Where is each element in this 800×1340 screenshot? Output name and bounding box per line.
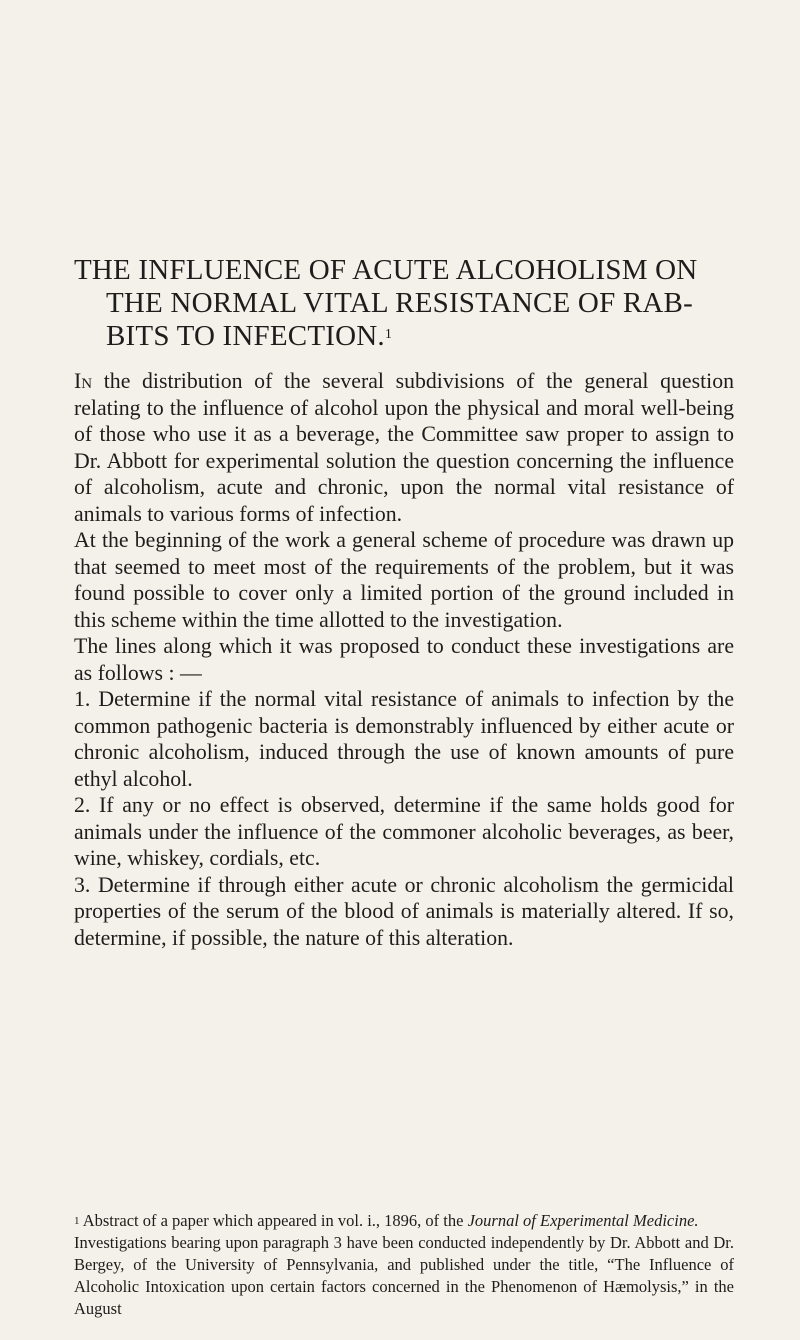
title-line-3-text: BITS TO INFECTION. xyxy=(106,320,385,352)
list-item-1: 1. Determine if the normal vital resistance of animals to infection by the common pathogenic bacteria is demonstrably influenced by either acute or chronic alcoholism, induced through the use of known amounts of pure ethyl alcohol. xyxy=(74,687,734,791)
list-item-2: 2. If any or no effect is observed, determine if the same holds good for animals under the influence of the commoner alcoholic beverages, as beer, wine, whiskey, cordials, etc. xyxy=(74,793,734,870)
title-line-2: THE NORMAL VITAL RESISTANCE OF RAB- xyxy=(106,287,693,319)
footnote xyxy=(74,1210,734,1320)
footnote-journal: Journal of Experimental Medicine. xyxy=(467,1211,699,1230)
article-body xyxy=(74,368,734,951)
paragraph-1-text: the distribution of the several subdivisions of the general question relating to the influence of alcohol upon the physical and moral well-being of those who use it as a beverage, the Committee saw proper to assign to Dr. Abbott for experimental solution the question concerning the influence of alcoholism, acute and chronic, upon the normal vital resistance of animals to various forms of infection. xyxy=(74,369,734,526)
article-title xyxy=(74,254,734,353)
footnote-text-a: Abstract of a paper which appeared in vol. i., 1896, of the xyxy=(79,1211,468,1230)
title-line-1: THE INFLUENCE OF ACUTE ALCOHOLISM ON xyxy=(74,254,698,286)
title-footnote-mark: 1 xyxy=(384,327,393,342)
footnote-mark: 1 xyxy=(74,1215,80,1227)
title-line-3 xyxy=(74,320,734,353)
list-item-3: 3. Determine if through either acute or chronic alcoholism the germicidal properties of the serum of the blood of animals is materially altered. If so, determine, if possible, the nature of this alteration. xyxy=(74,872,734,950)
footnote-1 xyxy=(74,1210,734,1232)
paragraph-2: At the beginning of the work a general scheme of procedure was drawn up that seemed to meet most of the requirements of the problem, but it was found possible to cover only a limited portion of the ground included in this scheme within the time allotted to the investigation. xyxy=(74,528,734,632)
paragraph-1-dropcap: In xyxy=(74,369,93,393)
footnote-continuation: Investigations bearing upon paragraph 3 have been conducted independently by Dr. Abbott and Dr. Bergey, of the University of Pennsylvania, and published under the title, “The Influence of Alcoholic Intoxication upon certain factors concerned in the Phenomenon of Hæmolysis,” in the August xyxy=(74,1233,734,1318)
paragraph-3: The lines along which it was proposed to conduct these investigations are as follows : — xyxy=(74,634,734,685)
paragraph-1 xyxy=(74,368,734,527)
